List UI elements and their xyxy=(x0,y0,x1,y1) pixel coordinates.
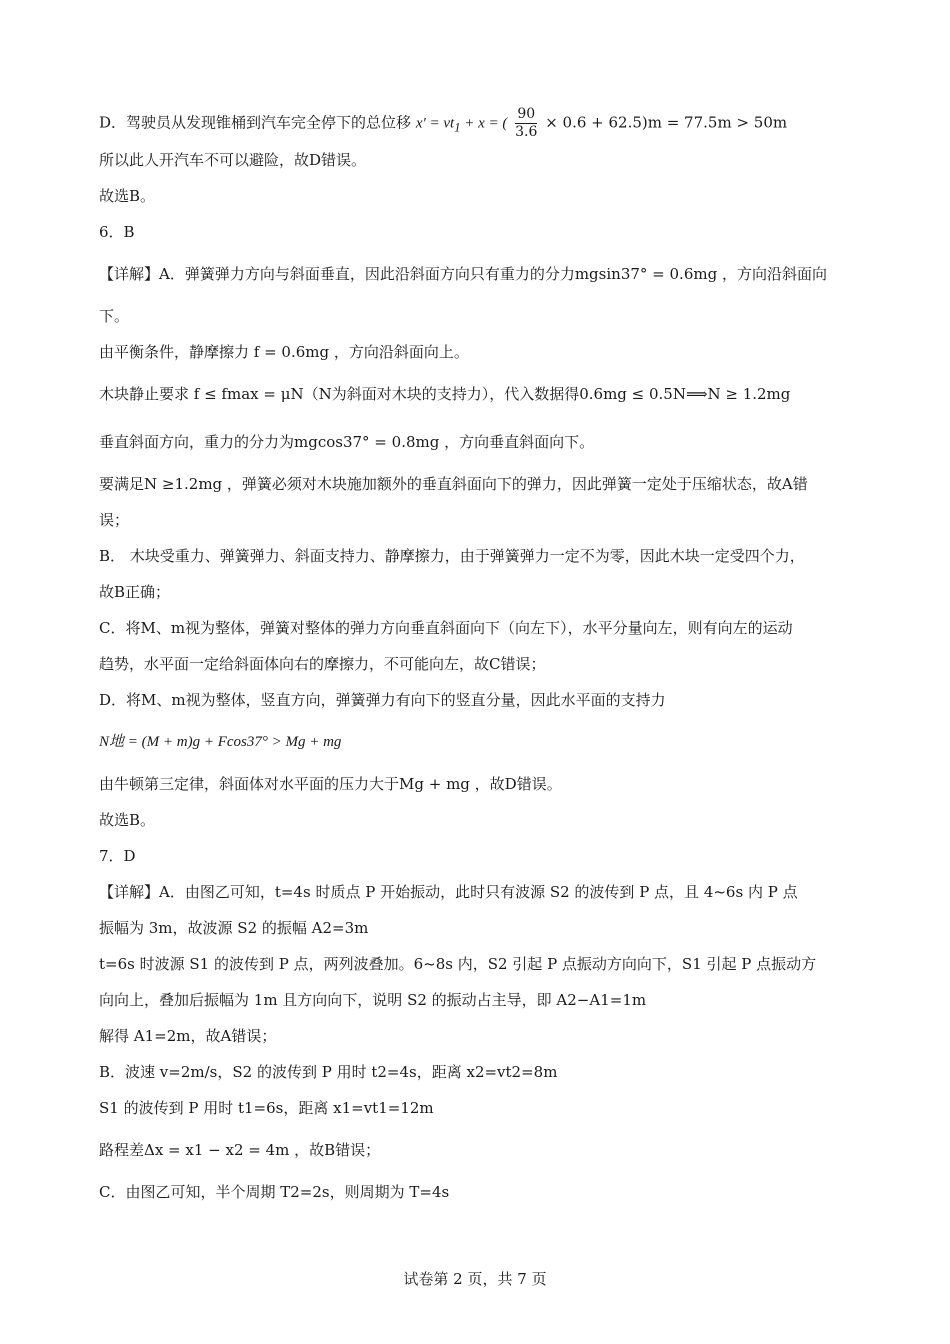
text-line: 【详解】A．弹簧弹力方向与斜面垂直，因此沿斜面方向只有重力的分力mgsin37° = 0.6mg ，方向沿斜面向 xyxy=(99,265,827,283)
formula-b: + x = ( xyxy=(460,115,508,132)
line-d-displacement xyxy=(99,106,787,141)
text-line: 解得 A1=2m，故A错误； xyxy=(99,1027,277,1045)
text-line: 由牛顿第三定律，斜面体对水平面的压力大于Mg + mg ，故D错误。 xyxy=(99,775,562,793)
formula-c: × 0.6 + 62.5)m = 77.5m > 50m xyxy=(545,113,788,132)
text-line: D．将M、m视为整体，竖直方向，弹簧弹力有向下的竖直分量，因此水平面的支持力 xyxy=(99,691,666,709)
fraction-denominator: 3.6 xyxy=(515,124,538,140)
page-footer: 试卷第 2 页，共 7 页 xyxy=(403,1270,547,1288)
text-line: 故选B。 xyxy=(99,811,156,829)
text-line: t=6s 时波源 S1 的波传到 P 点，两列波叠加。6~8s 内，S2 引起 P 点振动方向向下，S1 引起 P 点振动方 xyxy=(99,955,817,973)
text-line: 路程差Δx = x1 − x2 = 4m ，故B错误； xyxy=(99,1141,381,1159)
text-line: 向向上，叠加后振幅为 1m 且方向向下，说明 S2 的振动占主导，即 A2−A1=1m xyxy=(99,991,647,1009)
text-line: 误； xyxy=(99,511,130,529)
text-line: S1 的波传到 P 用时 t1=6s，距离 x1=vt1=12m xyxy=(99,1099,434,1117)
formula-a: x′ = vt xyxy=(415,115,455,132)
formula-line: N地 = (M + m)g + Fcos37° > Mg + mg xyxy=(99,734,342,750)
text-line: 振幅为 3m，故波源 S2 的振幅 A2=3m xyxy=(99,919,369,937)
text-line: C．由图乙可知，半个周期 T2=2s，则周期为 T=4s xyxy=(99,1183,450,1201)
text-line: 垂直斜面方向，重力的分力为mgcos37° = 0.8mg ，方向垂直斜面向下。 xyxy=(99,433,595,451)
formula-sub: 1 xyxy=(454,120,461,135)
text-line: B． 木块受重力、弹簧弹力、斜面支持力、静摩擦力，由于弹簧弹力一定不为零，因此木块一定受四个力， xyxy=(99,547,805,565)
text: D．驾驶员从发现锥桶到汽车完全停下的总位移 xyxy=(99,113,412,132)
text-line: B．波速 v=2m/s，S2 的波传到 P 用时 t2=4s，距离 x2=vt2=8m xyxy=(99,1063,558,1081)
text-line: 所以此人开汽车不可以避险，故D错误。 xyxy=(99,151,367,169)
text-line: 下。 xyxy=(99,307,130,325)
text-line: 【详解】A．由图乙可知，t=4s 时质点 P 开始振动，此时只有波源 S2 的波传到 P 点，且 4~6s 内 P 点 xyxy=(99,883,798,901)
text-line: 要满足N ≥1.2mg ，弹簧必须对木块施加额外的垂直斜面向下的弹力，因此弹簧一定处于压缩状态，故A错 xyxy=(99,475,808,493)
text-line: 木块静止要求 f ≤ fmax = μN（N为斜面对木块的支持力），代入数据得0.6mg ≤ 0.5N⟹N ≥ 1.2mg xyxy=(99,385,791,403)
text-line: 故选B。 xyxy=(99,187,156,205)
question-6-answer: 6．B xyxy=(99,223,135,241)
text-line: 趋势，水平面一定给斜面体向右的摩擦力，不可能向左，故C错误； xyxy=(99,655,546,673)
fraction-numerator: 90 xyxy=(517,106,536,122)
text-line: C．将M、m视为整体，弹簧对整体的弹力方向垂直斜面向下（向左下），水平分量向左，则有向左的运动 xyxy=(99,619,793,637)
question-7-answer: 7．D xyxy=(99,847,136,865)
text-line: 由平衡条件，静摩擦力 f = 0.6mg ，方向沿斜面向上。 xyxy=(99,343,469,361)
text-line: 故B正确； xyxy=(99,583,171,601)
fraction xyxy=(513,106,539,141)
